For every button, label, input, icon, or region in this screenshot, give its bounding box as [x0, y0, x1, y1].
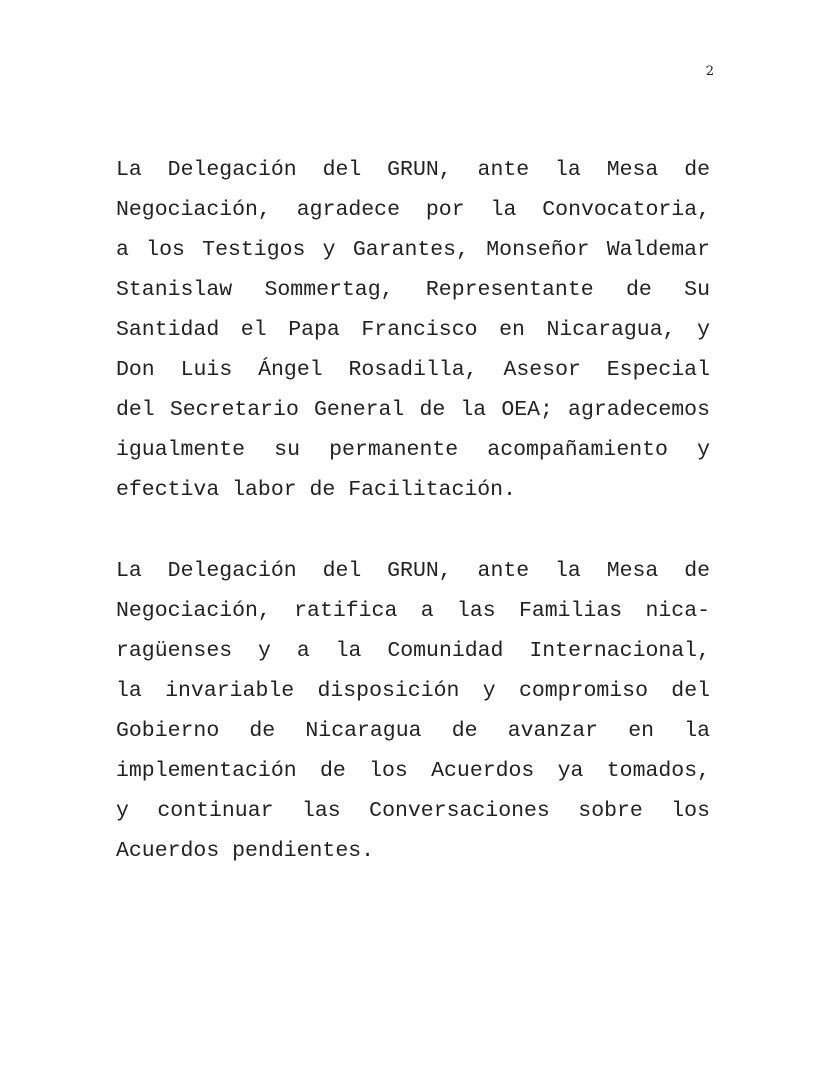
- paragraph-line: la invariable disposición y compromiso del: [116, 679, 710, 703]
- paragraph-line: a los Testigos y Garantes, Monseñor Waldemar: [116, 238, 710, 262]
- paragraph-2: [116, 551, 710, 871]
- paragraph-line: igualmente su permanente acompañamiento y: [116, 438, 710, 462]
- paragraph-line: Negociación, agradece por la Convocatoria,: [116, 198, 710, 222]
- paragraph-1: [116, 150, 710, 510]
- paragraph-line: Stanislaw Sommertag, Representante de Su: [116, 278, 710, 302]
- paragraph-line: Negociación, ratifica a las Familias nica-: [116, 599, 710, 623]
- paragraph-line: implementación de los Acuerdos ya tomados,: [116, 759, 710, 783]
- paragraph-line: La Delegación del GRUN, ante la Mesa de: [116, 559, 710, 583]
- page-number: 2: [705, 64, 714, 79]
- paragraph-line: La Delegación del GRUN, ante la Mesa de: [116, 158, 710, 182]
- paragraph-line: Don Luis Ángel Rosadilla, Asesor Especial: [116, 358, 710, 382]
- paragraph-line: Acuerdos pendientes.: [116, 839, 375, 863]
- paragraph-line: y continuar las Conversaciones sobre los: [116, 799, 710, 823]
- paragraph-line: efectiva labor de Facilitación.: [116, 478, 516, 502]
- paragraph-line: del Secretario General de la OEA; agradecemos: [116, 398, 710, 422]
- paragraph-line: Santidad el Papa Francisco en Nicaragua, y: [116, 318, 710, 342]
- paragraph-line: ragüenses y a la Comunidad Internacional,: [116, 639, 710, 663]
- paragraph-line: Gobierno de Nicaragua de avanzar en la: [116, 719, 710, 743]
